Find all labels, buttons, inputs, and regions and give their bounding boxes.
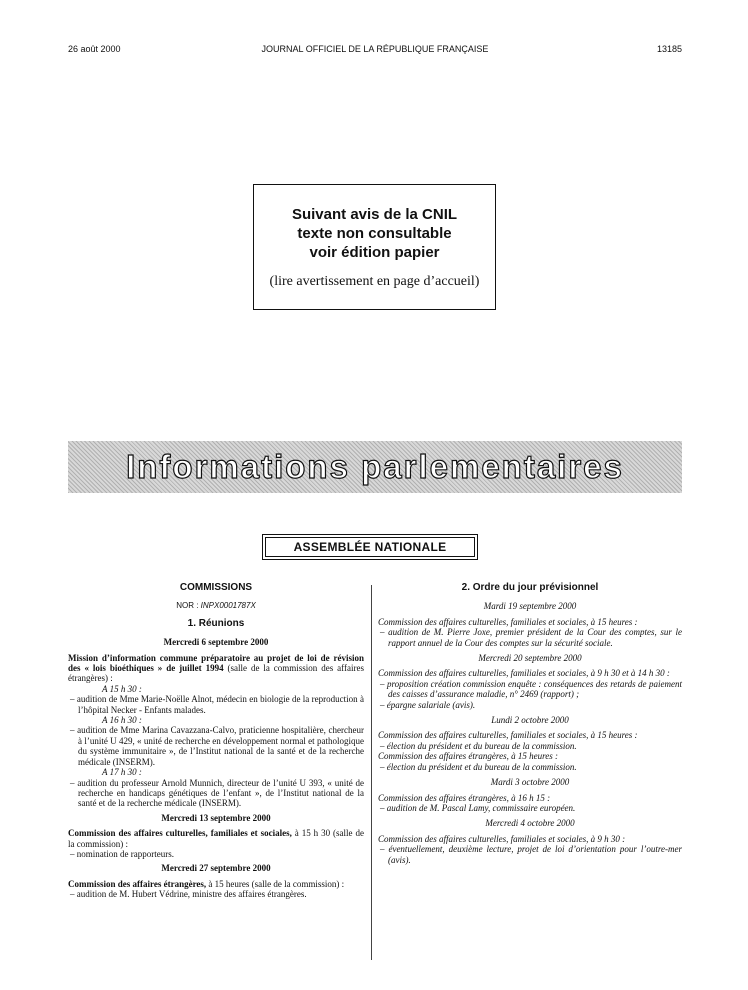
agenda-intro: Commission des affaires culturelles, familiales et sociales, à 15 heures : [378, 616, 638, 627]
page-header [68, 44, 682, 58]
meeting-body-name: Commission des affaires étrangères, [68, 878, 207, 889]
nor-label: NOR : [176, 601, 201, 611]
banner-title: Informations parlementaires [126, 448, 624, 485]
meeting-block [68, 637, 364, 809]
nor-reference [68, 601, 364, 611]
assembly-title: ASSEMBLÉE NATIONALE [265, 537, 475, 557]
agenda-item: – audition du professeur Arnold Munnich, directeur de l’unité U 393, « unité de recherche en handicaps génétiques de l’enfant », de l’Institut national de la santé et de la recherche médicale (INSERM). [70, 777, 364, 809]
meeting-details: (salle de la commission des affaires étrangères) : [68, 663, 364, 684]
meeting-date: Mercredi 13 septembre 2000 [161, 812, 271, 823]
agenda-block [378, 601, 682, 648]
meeting-body-name: Mission d’information commune préparatoire au projet de loi de révision des « lois bioéthiques » de juillet 1994 [68, 652, 364, 674]
meeting-time: A 16 h 30 : [102, 715, 142, 726]
cnil-notice-line-2: texte non consultable [297, 225, 452, 242]
agenda-heading: 2. Ordre du jour prévisionnel [461, 582, 599, 593]
agenda-block [378, 818, 682, 865]
agenda-date: Mercredi 20 septembre 2000 [478, 653, 582, 664]
page-number: 13185 [656, 44, 682, 54]
agenda-item: – élection du président et du bureau de la commission. [380, 740, 577, 751]
meeting-time: A 17 h 30 : [102, 767, 142, 778]
journal-title: JOURNAL OFFICIEL DE LA RÉPUBLIQUE FRANÇAISE [261, 44, 489, 54]
agenda-item: – audition de Mme Marie-Noëlle Alnot, médecin en biologie de la reproduction à l’hôpital Necker - Enfants malades. [70, 694, 364, 715]
agenda-intro: Commission des affaires culturelles, familiales et sociales, à 15 heures : [378, 730, 638, 741]
agenda-intro: Commission des affaires étrangères, à 15 heures : [378, 751, 558, 762]
agenda-item: – nomination de rapporteurs. [70, 848, 174, 859]
assembly-title-box [262, 534, 478, 560]
commissions-heading: COMMISSIONS [179, 582, 253, 593]
cnil-notice-line-1: Suivant avis de la CNIL [291, 206, 458, 223]
agenda-block [378, 715, 682, 772]
agenda-block [378, 777, 682, 813]
cnil-notice-line-3: voir édition papier [309, 244, 440, 261]
meeting-details: à 15 h 30 (salle de la commission) : [68, 828, 364, 849]
meeting-intro [68, 879, 364, 889]
meeting-intro [68, 828, 364, 849]
agenda-item: – audition de M. Pierre Joxe, premier président de la Cour des comptes, sur le rapport annuel de la Cour des comptes sur la sécurité sociale. [380, 627, 682, 648]
meeting-block [68, 863, 364, 899]
agenda-date: Mardi 19 septembre 2000 [483, 601, 577, 612]
meeting-body-name: Commission des affaires culturelles, familiales et sociales, [68, 828, 292, 839]
agenda-date: Mercredi 4 octobre 2000 [485, 818, 575, 829]
agenda-intro: Commission des affaires culturelles, familiales et sociales, à 9 h 30 et à 14 h 30 : [378, 668, 670, 679]
cnil-notice-box [253, 184, 496, 310]
meeting-date: Mercredi 27 septembre 2000 [161, 863, 271, 874]
agenda-item: – audition de Mme Marina Cavazzana-Calvo, praticienne hospitalière, chercheur à l’unité U 429, « unité de recherche en développement normal et pathologique du système immunitaire », de l’Institut national de la santé et de la recherche médicale (INSERM). [70, 725, 364, 767]
header-date: 26 août 2000 [68, 44, 121, 54]
agenda-item: – épargne salariale (avis). [380, 699, 476, 710]
meeting-details: à 15 heures (salle de la commission) : [206, 878, 345, 889]
section-banner [68, 441, 682, 493]
agenda-item: – éventuellement, deuxième lecture, projet de loi d’orientation pour l’outre-mer (avis). [380, 844, 682, 865]
nor-code: INPX0001787X [200, 601, 256, 611]
agenda-intro: Commission des affaires culturelles, familiales et sociales, à 9 h 30 : [378, 833, 626, 844]
meeting-intro [68, 653, 364, 684]
meeting-date: Mercredi 6 septembre 2000 [163, 637, 269, 648]
agenda-item: – élection du président et du bureau de la commission. [380, 761, 577, 772]
meeting-block [68, 813, 364, 860]
reunions-heading: 1. Réunions [187, 617, 245, 629]
agenda-date: Lundi 2 octobre 2000 [491, 715, 569, 726]
left-column [68, 583, 364, 900]
column-divider [371, 585, 372, 960]
agenda-item: – audition de M. Pascal Lamy, commissaire européen. [380, 802, 576, 813]
meeting-time: A 15 h 30 : [102, 683, 142, 694]
agenda-item: – audition de M. Hubert Védrine, ministre des affaires étrangères. [70, 889, 307, 900]
right-column [378, 583, 682, 865]
agenda-block [378, 653, 682, 710]
cnil-notice-note: (lire avertissement en page d’accueil) [269, 274, 480, 289]
agenda-item: – proposition création commission enquête : conséquences des retards de paiement des caisses d’assurance maladie, n° 2469 (rapport) ; [380, 678, 682, 700]
agenda-intro: Commission des affaires étrangères, à 16 h 15 : [378, 792, 551, 803]
agenda-date: Mardi 3 octobre 2000 [490, 777, 570, 788]
